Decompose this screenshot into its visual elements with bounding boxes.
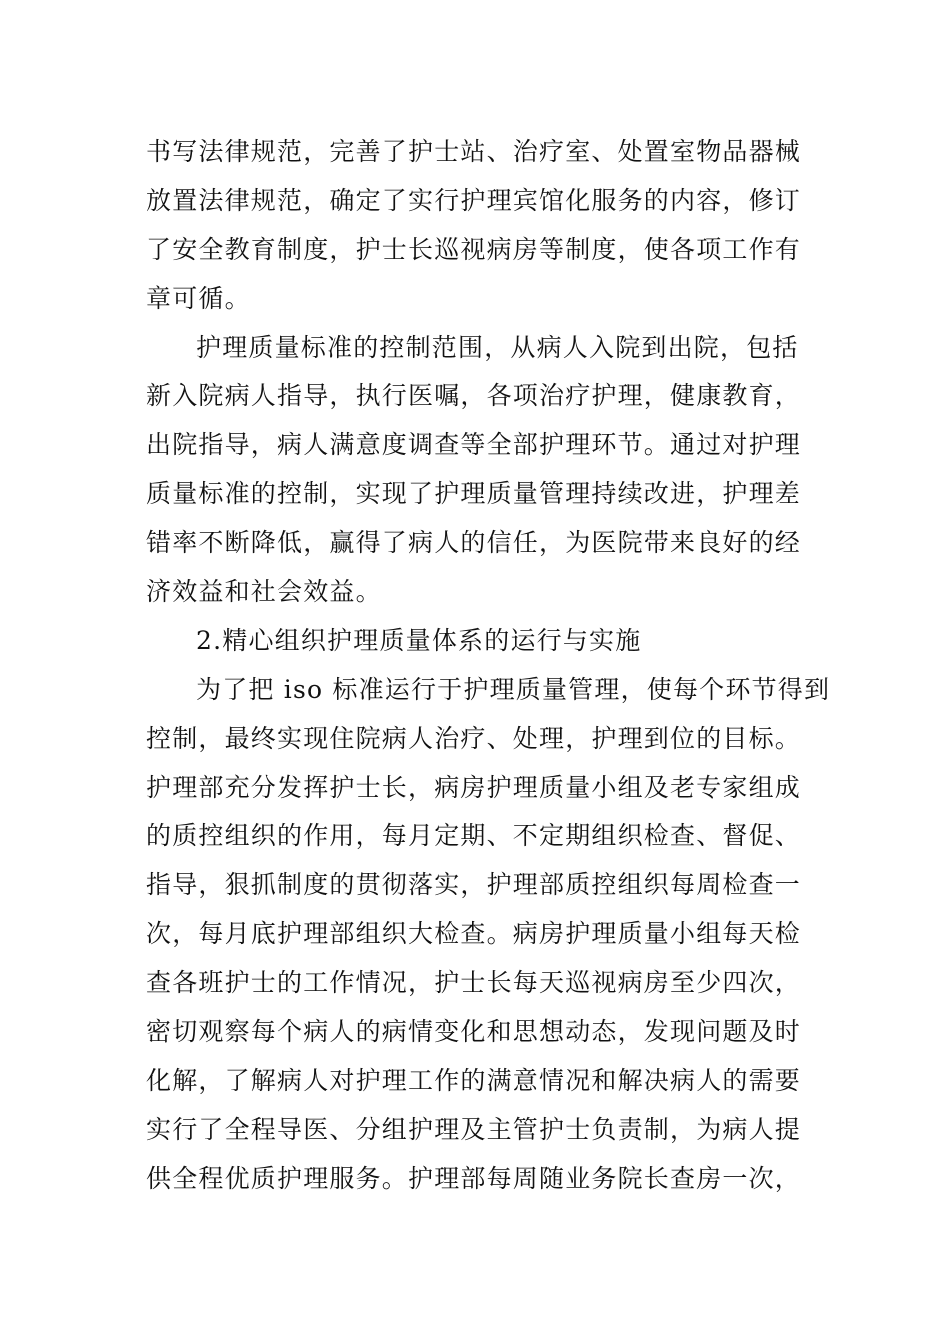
document-body	[146, 128, 831, 1204]
text-line: 指导，狠抓制度的贯彻落实，护理部质控组织每周检查一	[146, 870, 802, 900]
text-line: 放置法律规范，确定了实行护理宾馆化服务的内容，修订	[146, 185, 802, 215]
text-line: 2.精心组织护理质量体系的运行与实施	[196, 625, 642, 655]
text-line: 质量标准的控制，实现了护理质量管理持续改进，护理差	[146, 479, 802, 509]
text-line: 为了把 iso 标准运行于护理质量管理，使每个环节得到	[196, 674, 831, 704]
text-line: 书写法律规范，完善了护士站、治疗室、处置室物品器械	[146, 137, 802, 166]
text-line: 护理质量标准的控制范围，从病人入院到出院，包括	[196, 332, 799, 362]
text-line: 查各班护士的工作情况，护士长每天巡视病房至少四次，	[146, 968, 802, 998]
text-line: 济效益和社会效益。	[146, 577, 382, 607]
text-line: 次，每月底护理部组织大检查。病房护理质量小组每天检	[146, 919, 802, 949]
text-line: 护理部充分发挥护士长，病房护理质量小组及老专家组成	[146, 772, 802, 802]
text-line: 章可循。	[146, 283, 251, 313]
text-line: 实行了全程导医、分组护理及主管护士负责制，为病人提	[146, 1114, 802, 1144]
text-line: 了安全教育制度，护士长巡视病房等制度，使各项工作有	[146, 234, 802, 264]
text-line: 出院指导，病人满意度调查等全部护理环节。通过对护理	[146, 430, 802, 460]
text-line: 供全程优质护理服务。护理部每周随业务院长查房一次，	[146, 1163, 802, 1193]
text-line: 密切观察每个病人的病情变化和思想动态，发现问题及时	[146, 1017, 802, 1047]
text-line: 新入院病人指导，执行医嘱，各项治疗护理，健康教育，	[146, 381, 802, 411]
text-line: 化解，了解病人对护理工作的满意情况和解决病人的需要	[146, 1065, 802, 1095]
text-line: 的质控组织的作用，每月定期、不定期组织检查、督促、	[146, 821, 802, 851]
text-line: 错率不断降低，赢得了病人的信任，为医院带来良好的经	[146, 528, 802, 558]
text-line: 控制，最终实现住院病人治疗、处理，护理到位的目标。	[146, 723, 802, 753]
